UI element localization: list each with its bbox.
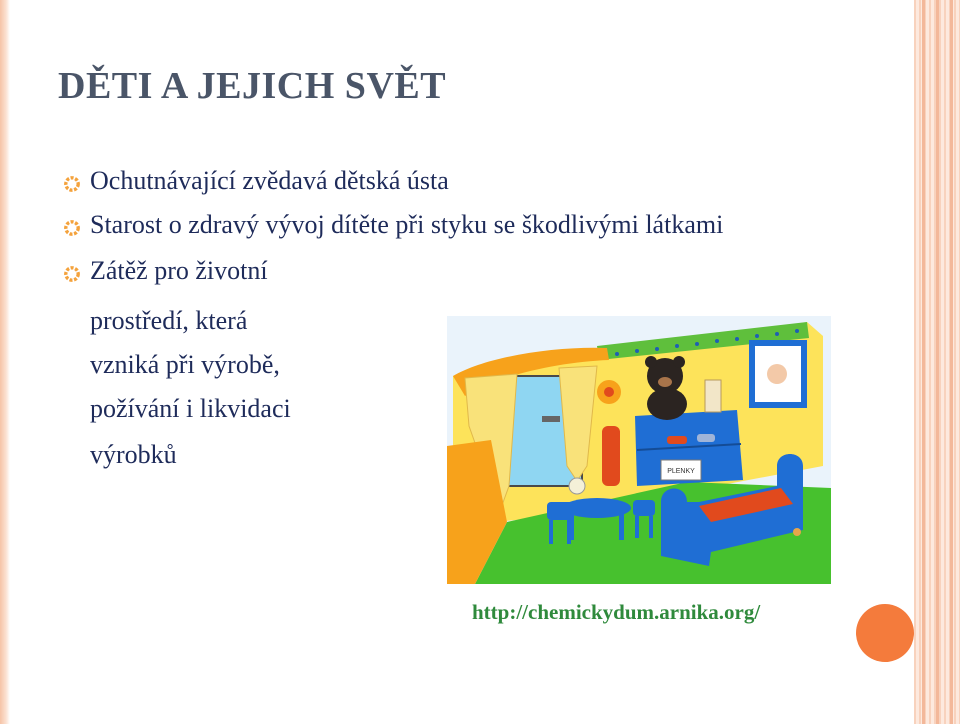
toy-car [667, 436, 687, 444]
bullet-continuation-line: požívání i likvidaci [90, 394, 291, 423]
baby-bottle [705, 380, 721, 412]
slide-title: DĚTI A JEJICH SVĚT [58, 65, 447, 107]
ball [569, 478, 585, 494]
source-url[interactable]: http://chemickydum.arnika.org/ [472, 600, 761, 624]
diaper-box-label: PLENKY [667, 468, 695, 475]
bullet-continuation-line: vzniká při výrobě, [90, 350, 280, 379]
accent-circle [856, 604, 914, 662]
gear-bullet-icon [64, 220, 80, 236]
kids-chair [633, 500, 655, 516]
bullet-continuation-line: prostředí, která [90, 306, 248, 335]
kids-chair [547, 502, 573, 520]
bullet-continuation-line: výrobků [90, 440, 177, 469]
bed-toy [793, 528, 801, 536]
window-handle [542, 416, 560, 422]
children-room-illustration [447, 316, 831, 584]
toy-car [697, 434, 715, 442]
gear-bullet-icon [64, 266, 80, 282]
left-decorative-stripe [0, 0, 10, 724]
right-decorative-stripes [914, 0, 960, 724]
gear-bullet-icon [64, 176, 80, 192]
floor-lamp [602, 426, 620, 486]
